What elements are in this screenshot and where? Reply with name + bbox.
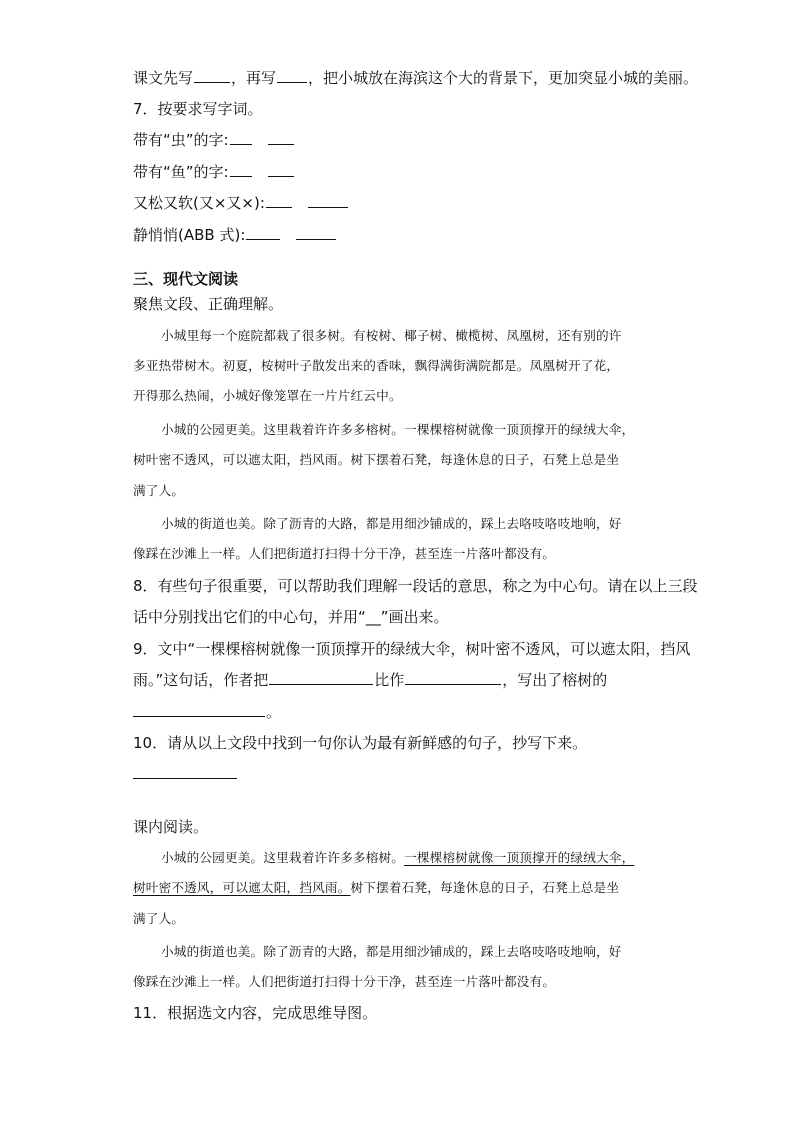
q6-text-1: 课文先写: [133, 69, 194, 87]
q7-item-4: [133, 225, 337, 245]
passage-line: [133, 879, 619, 897]
section-heading: 三、现代文阅读: [133, 270, 239, 288]
q6-line: [133, 68, 698, 88]
q7-item-1: [133, 130, 295, 150]
q7-item-3: [133, 193, 349, 213]
q7-item-2: [133, 162, 295, 182]
passage-line: 开得那么热闹，小城好像笼罩在一片片红云中。: [133, 388, 402, 403]
answer-blank[interactable]: [268, 130, 294, 145]
passage-line: 像踩在沙滩上一样。人们把街道打扫得十分干净，甚至连一片落叶都没有。: [133, 546, 556, 561]
q8-line-2: 话中分别找出它们的中心句，并用“__”画出来。: [133, 608, 449, 626]
passage-line: 多亚热带树木。初夏，桉树叶子散发出来的香味，飘得满街满院都是。凤凰树开了花，: [133, 358, 620, 373]
passage-line: 小城的街道也美。除了沥青的大路，都是用细沙铺成的，踩上去咯吱咯吱地响，好: [161, 516, 622, 531]
q9-text-c: ，写出了榕树的: [502, 671, 608, 689]
q9-line-3: [133, 702, 281, 722]
passage-line: 小城的街道也美。除了沥青的大路，都是用细沙铺成的，踩上去咯吱咯吱地响，好: [161, 944, 622, 959]
answer-blank[interactable]: [133, 778, 237, 779]
q7-item-label: 带有“鱼”的字:: [133, 163, 229, 181]
section-intro: 聚焦文段、正确理解。: [133, 295, 284, 313]
underlined-sentence: 树叶密不透风，可以遮太阳，挡风雨。: [133, 880, 351, 895]
passage-line: 树叶密不透风，可以遮太阳，挡风雨。树下摆着石凳，每逢休息的日子，石凳上总是坐: [133, 452, 620, 467]
passage-line: [161, 849, 634, 867]
q9-text-a: 雨。”这句话，作者把: [133, 671, 269, 689]
answer-blank[interactable]: [246, 225, 280, 240]
q9-text-b: 比作: [374, 671, 405, 689]
answer-blank[interactable]: [308, 193, 348, 208]
q7-item-label: 带有“虫”的字:: [133, 131, 229, 149]
answer-blank[interactable]: [277, 68, 307, 83]
q11-line-1: 11．根据选文内容，完成思维导图。: [133, 1004, 378, 1022]
underlined-sentence: 一棵棵榕树就像一顶顶撑开的绿绒大伞，: [404, 850, 635, 865]
answer-blank[interactable]: [194, 68, 230, 83]
answer-blank[interactable]: [133, 702, 265, 717]
passage-line: 满了人。: [133, 911, 185, 926]
answer-blank[interactable]: [230, 162, 252, 177]
q6-text-2: ，再写: [231, 69, 277, 87]
q8-line-1: 8．有些句子很重要，可以帮助我们理解一段话的意思，称之为中心句。请在以上三段: [133, 577, 698, 595]
section-heading: 课内阅读。: [133, 818, 209, 836]
answer-blank[interactable]: [405, 670, 501, 685]
q9-line-2: [133, 670, 607, 690]
q7-title: 7．按要求写字词。: [133, 100, 263, 118]
q9-line-1: 9．文中“一棵棵榕树就像一顶顶撑开的绿绒大伞，树叶密不透风，可以遮太阳，挡风: [133, 640, 691, 658]
passage-text: 树下摆着石凳，每逢休息的日子，石凳上总是坐: [350, 880, 620, 895]
q7-item-label: 静悄悄(ABB 式):: [133, 226, 246, 244]
answer-blank[interactable]: [268, 162, 294, 177]
passage-line: 小城里每一个庭院都栽了很多树。有桉树、椰子树、橄榄树、凤凰树，还有别的许: [161, 328, 622, 343]
passage-line: 小城的公园更美。这里栽着许许多多榕树。一棵棵榕树就像一顶顶撑开的绿绒大伞，: [161, 422, 635, 437]
passage-line: 像踩在沙滩上一样。人们把街道打扫得十分干净，甚至连一片落叶都没有。: [133, 974, 556, 989]
q9-text-end: 。: [266, 703, 282, 721]
answer-blank[interactable]: [230, 130, 252, 145]
q7-item-label: 又松又软(又×又×):: [133, 194, 265, 212]
q6-text-3: ，把小城放在海滨这个大的背景下，更加突显小城的美丽。: [308, 69, 699, 87]
answer-blank[interactable]: [269, 670, 373, 685]
passage-line: 满了人。: [133, 483, 185, 498]
q10-line-1: 10．请从以上文段中找到一句你认为最有新鲜感的句子，抄写下来。: [133, 734, 588, 752]
passage-text: 小城的公园更美。这里栽着许许多多榕树。: [161, 850, 405, 865]
answer-blank[interactable]: [266, 193, 292, 208]
answer-blank[interactable]: [296, 225, 336, 240]
